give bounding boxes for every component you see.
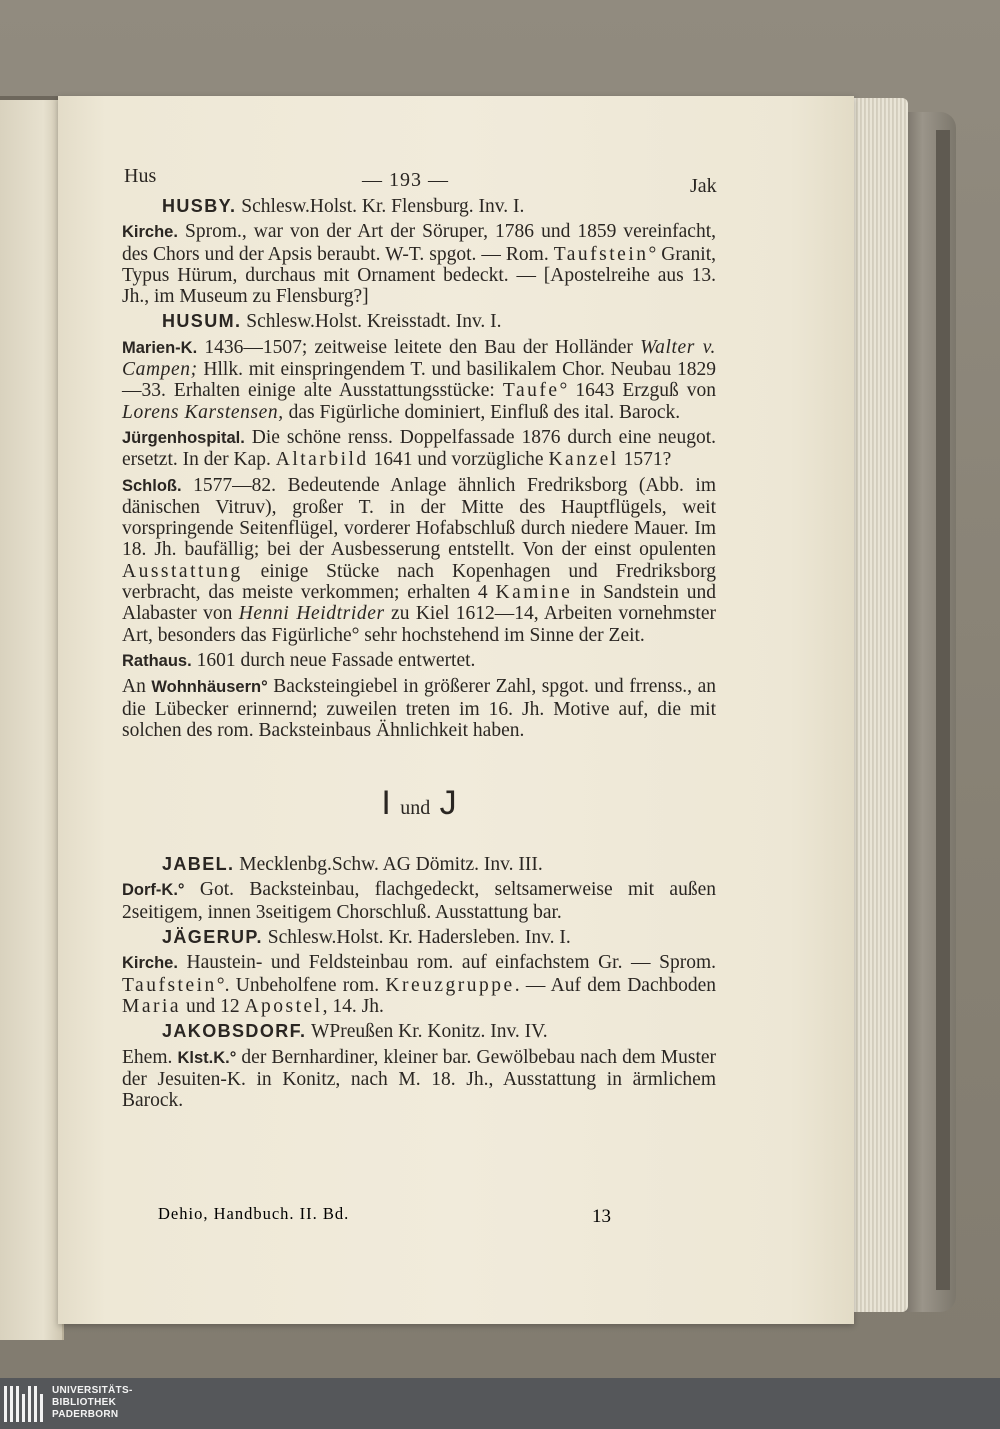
entry-jabel bbox=[122, 854, 716, 875]
building-name: Kirche. bbox=[122, 954, 178, 973]
entry-jakobsdorf bbox=[122, 1021, 716, 1042]
section-heading: I und J bbox=[381, 784, 457, 823]
book-cover-bar bbox=[936, 130, 950, 1290]
place-info: Mecklenbg.Schw. AG Dömitz. Inv. III. bbox=[234, 854, 543, 876]
place-info: Schlesw.Holst. Kreisstadt. Inv. I. bbox=[241, 311, 502, 333]
entry-jaegerup-kirche: Kirche. Haustein- und Feldsteinbau rom. auf einfachstem Gr. — Sprom. Taufstein°. Unbeholfene rom. Kreuzgruppe. — Auf dem Dachboden Maria und 12 Apostel, 14. Jh. bbox=[122, 952, 716, 1017]
library-name: UNIVERSITÄTS- BIBLIOTHEK PADERBORN bbox=[52, 1385, 133, 1420]
place-name: HUSBY. bbox=[162, 196, 237, 216]
building-name: Wohnhäusern° bbox=[151, 678, 268, 697]
page-number: — 193 — bbox=[362, 169, 449, 191]
building-name: Klst.K.° bbox=[177, 1048, 237, 1067]
running-head bbox=[122, 166, 716, 196]
running-head-right: Jak bbox=[690, 175, 717, 197]
entry-jabel-dorf-k: Dorf-K.° Got. Backsteinbau, flachgedeckt, seltsamerweise mit außen 2seitigem, innen 3seitigem Chorschluß. Ausstattung bar. bbox=[122, 879, 716, 923]
page-text bbox=[122, 166, 716, 1115]
entry-husum-schloss: Schloß. 1577—82. Bedeutende Anlage ähnlich Fredriksborg (Abb. im dänischen Vitruv), großer T. in der Mitte des Hauptflügels, weit vorspringende Seitenflügel, vorderer Hofabschluß durch niedere Mauer. Im 18. Jh. baufällig; bei der Ausbesserung entstellt. Von der einst opulenten Ausstattung einige Stücke nach Kopenhagen und Fredriksborg verbracht, das meiste verkommen; erhalten 4 Kamine in Sandstein und Alabaster von Henni Heidtrider zu Kiel 1612—14, Arbeiten vornehmster Art, besonders das Figürliche° sehr hochstehend im Sinne der Zeit. bbox=[122, 474, 717, 646]
place-name: HUSUM. bbox=[162, 311, 242, 332]
building-name: Kirche. bbox=[122, 223, 178, 242]
entry-husum bbox=[122, 311, 716, 332]
building-name: Schloß. bbox=[122, 476, 182, 495]
place-name: JÄGERUP. bbox=[162, 927, 263, 948]
library-logo-icon bbox=[4, 1386, 46, 1422]
entry-husum-juergenhospital: Jürgenhospital. Die schöne renss. Doppelfassade 1876 durch eine neugot. ersetzt. In der Kap. Altarbild 1641 und vorzügliche Kanzel 1571? bbox=[122, 426, 716, 471]
footer-reference: Dehio, Handbuch. II. Bd. bbox=[158, 1204, 350, 1223]
entry-husum-marien-k: Marien-K. 1436—1507; zeitweise leitete den Bau der Holländer Walter v. Campen; Hllk. mit einspringendem T. und basilikalem Chor. Neubau 1829—33. Erhalten einige alte Ausstattungsstücke: Taufe° 1643 Erzguß von Lorens Karstensen, das Figürliche dominiert, Einfluß des ital. Barock. bbox=[122, 336, 717, 423]
entry-husum-rathaus: Rathaus. 1601 durch neue Fassade entwertet. bbox=[122, 649, 476, 671]
page-block-edges bbox=[846, 98, 908, 1312]
book-page bbox=[58, 96, 854, 1324]
place-info: Schlesw.Holst. Kr. Flensburg. Inv. I. bbox=[236, 196, 525, 217]
entry-husby bbox=[122, 196, 716, 217]
entry-jakobsdorf-klst-k: Ehem. Klst.K.° der Bernhardiner, kleiner bar. Gewölbebau nach dem Muster der Jesuiten-K. in Konitz, nach M. 18. Jh., Ausstattung in ärmlichem Barock. bbox=[122, 1046, 717, 1112]
place-name: JAKOBSDORF. bbox=[162, 1021, 307, 1042]
building-name: Jürgenhospital. bbox=[122, 428, 245, 447]
sheet-signature: 13 bbox=[592, 1206, 611, 1227]
building-name: Marien-K. bbox=[122, 338, 198, 357]
place-info: Schlesw.Holst. Kr. Hadersleben. Inv. I. bbox=[262, 927, 571, 949]
entry-husby-kirche: Kirche. Sprom., war von der Art der Söruper, 1786 und 1859 vereinfacht, des Chors und der Apsis beraubt. W-T. spgot. — Rom. Taufstein° Granit, Typus Hürum, durchaus mit Ornament bedeckt. — [Apostelreihe aus 13. Jh., im Museum zu Flensburg?] bbox=[122, 221, 716, 308]
page-footer bbox=[158, 1204, 628, 1227]
place-info: WPreußen Kr. Konitz. Inv. IV. bbox=[306, 1021, 548, 1043]
entry-husum-wohnhaeuser: An Wohnhäusern° Backsteingiebel in größerer Zahl, spgot. und frrenss., an die Lübecker erinnernd; zuweilen treten im 16. Jh. Motive auf, die mit solchen des rom. Backsteinbaus Ähnlichkeit haben. bbox=[122, 676, 716, 741]
previous-page-edge bbox=[0, 100, 64, 1340]
running-head-left: Hus bbox=[124, 165, 157, 187]
library-banner bbox=[0, 1378, 1000, 1429]
building-name: Rathaus. bbox=[122, 651, 192, 670]
entry-jaegerup bbox=[122, 927, 716, 948]
building-name: Dorf-K.° bbox=[122, 881, 185, 900]
place-name: JABEL. bbox=[162, 854, 235, 875]
